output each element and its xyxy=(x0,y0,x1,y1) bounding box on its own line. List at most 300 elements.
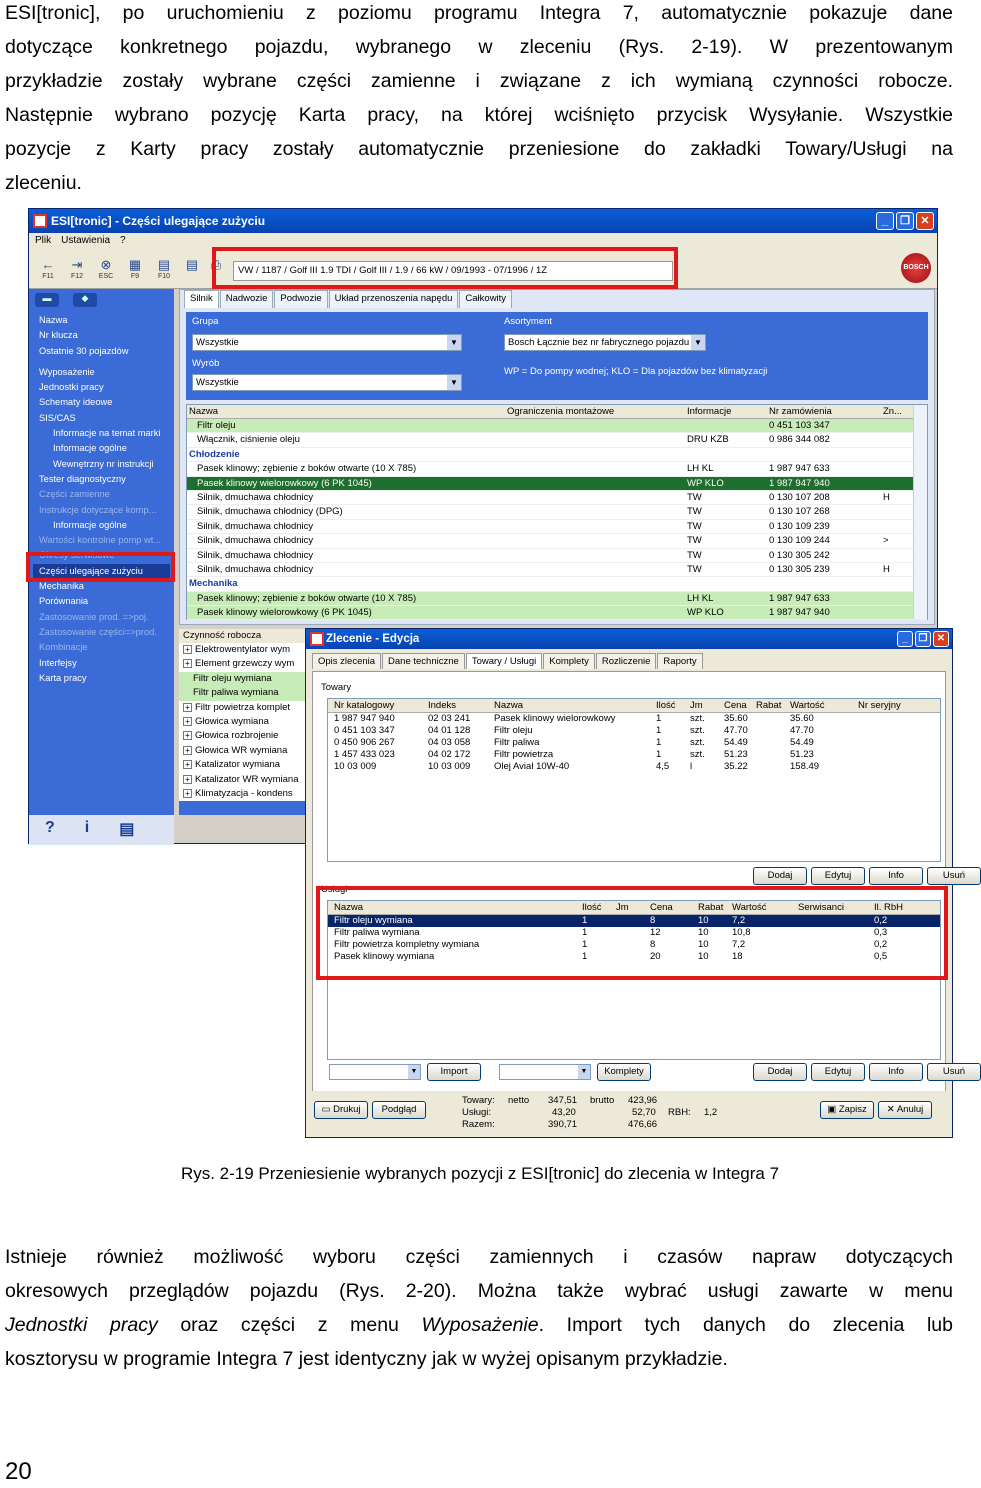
sidebar-list xyxy=(33,313,170,813)
table-row[interactable] xyxy=(328,725,940,737)
goods-gross: 423,96 xyxy=(628,1095,658,1106)
column-header[interactable]: Ograniczenia montażowe xyxy=(507,406,615,417)
table-cell: 0,5 xyxy=(874,951,888,962)
table-row[interactable] xyxy=(187,477,927,491)
labour-item[interactable] xyxy=(179,672,309,686)
text-line: ESI[tronic], po uruchomieniu z poziomu programu Integra 7, automatycznie pokazuje dane xyxy=(5,2,953,24)
labour-item[interactable] xyxy=(179,686,309,700)
toolbar-label: F12 xyxy=(70,273,84,280)
table-cell: 8 xyxy=(650,939,656,950)
order-panel xyxy=(312,671,966,1131)
text-line: zleceniu. xyxy=(5,172,82,194)
labour-label: Głowica rozbrojenie xyxy=(195,730,279,742)
emphasis: Wyposażenie xyxy=(421,1314,539,1336)
part-flag: H xyxy=(883,491,890,503)
table-cell: 54.49 xyxy=(724,737,748,748)
sidebar-item[interactable]: Informacje na temat marki xyxy=(53,428,161,439)
sidebar-item[interactable]: Nr klucza xyxy=(39,330,78,341)
column-header[interactable]: Nr zamówienia xyxy=(769,406,832,417)
table-cell: szt. xyxy=(690,737,705,748)
labour-label: Klimatyzacja - kondens xyxy=(195,787,293,799)
column-header[interactable]: Nr katalogowy xyxy=(334,700,395,711)
table-cell: 7,2 xyxy=(732,915,746,926)
calculator-icon[interactable]: ▤ xyxy=(119,821,135,838)
sidebar-item[interactable]: Jednostki pracy xyxy=(39,382,104,393)
expand-icon[interactable]: + xyxy=(183,731,192,740)
table-cell: 1 xyxy=(582,951,588,962)
part-name: Silnik, dmuchawa chłodnicy xyxy=(197,520,314,532)
sidebar-item[interactable]: Karta pracy xyxy=(39,672,87,683)
part-name: Włącznik, ciśnienie oleju xyxy=(197,434,300,446)
services-label: Usługi xyxy=(321,884,348,895)
part-name: Silnik, dmuchawa chłodnicy xyxy=(197,491,314,503)
expand-icon[interactable]: + xyxy=(183,645,192,654)
table-cell: 1 xyxy=(582,939,588,950)
close-icon[interactable]: ✕ xyxy=(933,631,949,647)
part-name: Silnik, dmuchawa chłodnicy xyxy=(197,535,314,547)
toolbar-label: ESC xyxy=(98,273,114,280)
tab[interactable]: Podwozie xyxy=(274,290,327,308)
sidebar-item[interactable]: Zastosowanie prod. =>poj. xyxy=(39,611,149,622)
chevron-down-icon: ▼ xyxy=(447,375,461,390)
table-row[interactable] xyxy=(328,749,940,761)
services-gross: 52,70 xyxy=(632,1107,656,1118)
table-cell: 10 xyxy=(698,951,709,962)
delete-button[interactable]: Usuń xyxy=(927,867,981,885)
sum-net: 390,71 xyxy=(548,1119,578,1130)
goods-label: Towary xyxy=(321,682,352,693)
table-row[interactable] xyxy=(187,520,927,534)
cancel-button[interactable]: ✕ Anuluj xyxy=(878,1101,932,1119)
totals-services-label: Usługi: xyxy=(462,1107,492,1118)
sidebar-item[interactable]: Mechanika xyxy=(39,581,84,592)
part-info: WP KLO xyxy=(687,477,724,489)
text-line: Istnieje również możliwość wyboru części zamiennych i czasów napraw dotyczących xyxy=(5,1246,953,1268)
column-header[interactable]: Rabat xyxy=(756,700,782,711)
toolbar-icon: ⊗ xyxy=(100,257,112,272)
column-header[interactable]: Serwisanci xyxy=(798,902,844,913)
group-label: Grupa xyxy=(192,316,219,327)
edit-button[interactable]: Edytuj xyxy=(811,1063,865,1081)
expand-icon[interactable]: + xyxy=(183,746,192,755)
sidebar-item[interactable]: Instrukcje dotyczące komp... xyxy=(39,504,157,515)
labour-item[interactable] xyxy=(179,744,309,758)
table-cell: 04 02 172 xyxy=(428,749,471,760)
expand-icon[interactable]: + xyxy=(183,789,192,798)
part-name: Pasek klinowy wielorowkowy (6 PK 1045) xyxy=(197,477,372,489)
table-row[interactable] xyxy=(187,577,927,591)
table-row[interactable] xyxy=(187,592,927,606)
expand-icon[interactable]: + xyxy=(183,703,192,712)
table-cell: 10 xyxy=(698,939,709,950)
table-cell: Pasek klinowy wymiana xyxy=(334,951,435,962)
print-button[interactable]: ▭ Drukuj xyxy=(314,1101,368,1119)
table-cell: 0 450 906 267 xyxy=(334,737,395,748)
labour-label: Głowica WR wymiana xyxy=(195,744,288,756)
parts-table xyxy=(186,404,928,620)
labour-item[interactable] xyxy=(179,729,309,743)
table-cell: 0,2 xyxy=(874,915,888,926)
column-header[interactable]: Jm xyxy=(616,902,629,913)
intro-paragraph xyxy=(5,0,953,200)
app-icon xyxy=(310,632,324,646)
emphasis: Jednostki pracy xyxy=(5,1314,158,1336)
sidebar-item[interactable]: Informacje ogólne xyxy=(53,443,127,454)
sidebar-item[interactable]: Ostatnie 30 pojazdów xyxy=(39,345,129,356)
part-info: WP KLO xyxy=(687,607,724,619)
text-line: przykładzie zostały wybrane części zamienne i związane z ich wymianą czynności robocze. xyxy=(5,70,953,92)
column-header[interactable]: Indeks xyxy=(428,700,456,711)
table-cell: 0,2 xyxy=(874,939,888,950)
rbh-value: 1,2 xyxy=(704,1107,718,1118)
vehicle-field: VW / 1187 / Golf III 1.9 TDI / Golf III / 1.9 / 66 kW / 09/1993 - 07/1996 / 1Z xyxy=(233,261,673,281)
part-name: Silnik, dmuchawa chłodnicy xyxy=(197,563,314,575)
sidebar-item[interactable]: Nazwa xyxy=(39,315,68,325)
close-icon[interactable]: ✕ xyxy=(916,212,934,230)
expand-icon[interactable]: + xyxy=(183,775,192,784)
column-header[interactable]: Informacje xyxy=(687,406,732,417)
table-cell: 1 xyxy=(656,737,662,748)
part-flag: > xyxy=(883,535,889,547)
table-row[interactable] xyxy=(187,534,927,548)
column-header[interactable]: Nazwa xyxy=(494,700,524,711)
table-cell: 12 xyxy=(650,927,661,938)
assortment-select[interactable]: Bosch Łącznie bez nr fabrycznego pojazdu ▼ xyxy=(504,334,706,351)
rbh-label: RBH: xyxy=(668,1107,691,1118)
tab[interactable]: Komplety xyxy=(543,653,595,669)
tab[interactable]: Rozliczenie xyxy=(596,653,657,669)
part-flag: H xyxy=(883,563,890,575)
table-cell: szt. xyxy=(690,725,705,736)
order-title: Zlecenie - Edycja xyxy=(326,633,420,645)
toolbar-label: F9 xyxy=(130,273,140,280)
sidebar-item[interactable]: Interfejsy xyxy=(39,657,77,668)
toolbar-button[interactable] xyxy=(66,257,88,283)
labour-item[interactable] xyxy=(179,715,309,729)
table-cell: 10 xyxy=(698,915,709,926)
delete-button[interactable]: Usuń xyxy=(927,1063,981,1081)
chevron-down-icon: ▼ xyxy=(447,335,461,350)
table-row[interactable] xyxy=(187,563,927,577)
part-order-number: 0 130 107 208 xyxy=(769,491,830,503)
info-button[interactable]: Info xyxy=(869,1063,923,1081)
expand-icon[interactable]: + xyxy=(183,760,192,769)
table-cell: Filtr oleju xyxy=(494,725,533,736)
printer-icon: ▭ xyxy=(321,1104,334,1115)
part-order-number: 0 130 305 239 xyxy=(769,563,830,575)
goods-net: 347,51 xyxy=(548,1095,578,1106)
page-number: 20 xyxy=(5,1458,32,1485)
toolbar-label: F11 xyxy=(42,273,54,280)
part-order-number: 0 130 305 242 xyxy=(769,549,830,561)
toolbar-icon: ▤ xyxy=(157,257,171,272)
table-cell: 158.49 xyxy=(790,761,820,772)
table-cell: l xyxy=(690,761,693,772)
column-header[interactable]: Il. RbH xyxy=(874,902,904,913)
order-window xyxy=(305,628,966,1138)
main-panel xyxy=(179,289,935,625)
table-cell: 47.70 xyxy=(790,725,814,736)
esi-titlebar xyxy=(29,209,937,233)
column-header[interactable]: Wartość xyxy=(790,700,825,711)
text-line: okresowych przeglądów pojazdu (Rys. 2-20). Można także wybrać usługi zawarte w menu xyxy=(5,1280,953,1302)
order-footer xyxy=(312,1091,946,1131)
column-header[interactable]: Rabat xyxy=(698,902,724,913)
save-button[interactable]: ▣ Zapisz xyxy=(820,1101,874,1119)
sidebar-item[interactable]: Części ulegające zużyciu xyxy=(33,564,170,579)
table-cell: 1 457 433 023 xyxy=(334,749,395,760)
order-titlebar xyxy=(306,629,952,649)
help-icon[interactable]: ? xyxy=(45,819,55,836)
column-header[interactable]: Nazwa xyxy=(189,406,219,417)
maximize-icon[interactable]: ❐ xyxy=(915,631,931,647)
toolbar-icon: ⇥ xyxy=(71,257,83,272)
column-header[interactable]: Zn... xyxy=(883,406,903,417)
sidebar-item[interactable]: Części zamienne xyxy=(39,489,110,500)
add-button[interactable]: Dodaj xyxy=(753,1063,807,1081)
sidebar-item[interactable]: Wyposażenie xyxy=(39,366,95,377)
edit-button[interactable]: Edytuj xyxy=(811,867,865,885)
toolbar-button[interactable] xyxy=(153,257,175,283)
table-row[interactable] xyxy=(187,505,927,519)
table-row[interactable] xyxy=(328,915,940,927)
column-header[interactable]: Nr seryjny xyxy=(858,700,901,711)
table-cell: Olej Avial 10W-40 xyxy=(494,761,570,772)
group-select[interactable]: Wszystkie ▼ xyxy=(192,334,462,351)
part-name: Filtr oleju xyxy=(197,420,236,431)
column-header[interactable]: Ilość xyxy=(582,902,602,913)
sidebar xyxy=(29,289,174,845)
sidebar-item[interactable]: Wewnętrzny nr instrukcji xyxy=(53,458,154,469)
part-order-number: 0 130 109 244 xyxy=(769,535,830,547)
import-button[interactable]: Import xyxy=(427,1063,481,1081)
part-info: TW xyxy=(687,491,702,503)
table-cell: 1 xyxy=(582,927,588,938)
toolbar-label: F10 xyxy=(157,273,171,280)
part-order-number: 1 987 947 940 xyxy=(769,607,830,619)
close-icon: ✕ xyxy=(886,1104,897,1115)
table-cell: szt. xyxy=(690,749,705,760)
part-name: Pasek klinowy; zębienie z boków otwarte (10 X 785) xyxy=(197,592,417,604)
part-order-number: 1 987 947 940 xyxy=(769,477,830,489)
part-order-number: 1 987 947 633 xyxy=(769,463,830,475)
menu-bar xyxy=(29,233,937,249)
table-cell: 1 xyxy=(656,725,662,736)
part-info: TW xyxy=(687,506,702,518)
sidebar-item[interactable]: Tester diagnostyczny xyxy=(39,473,126,484)
product-select[interactable]: Wszystkie ▼ xyxy=(192,374,462,391)
table-cell: 54.49 xyxy=(790,737,814,748)
chevron-down-icon: ▼ xyxy=(691,335,705,350)
part-name: Pasek klinowy wielorowkowy (6 PK 1045) xyxy=(197,607,372,619)
sidebar-item[interactable]: Porównania xyxy=(39,596,89,607)
figure-caption: Rys. 2-19 Przeniesienie wybranych pozycji z ESI[tronic] do zlecenia w Integra 7 xyxy=(180,1164,780,1183)
toolbar-button[interactable] xyxy=(95,257,117,283)
column-header[interactable]: Wartość xyxy=(732,902,767,913)
tab[interactable]: Układ przenoszenia napędu xyxy=(329,290,459,308)
tab[interactable]: Całkowity xyxy=(459,290,512,308)
document-icon[interactable] xyxy=(181,257,203,283)
sum-gross: 476,66 xyxy=(628,1119,658,1130)
services-table xyxy=(327,900,941,1060)
sidebar-item[interactable]: Informacje ogólne xyxy=(53,519,127,530)
tab[interactable]: Towary / Usługi xyxy=(466,653,542,669)
table-cell: 10 xyxy=(698,927,709,938)
gross-label: brutto xyxy=(590,1095,615,1106)
table-row[interactable] xyxy=(328,951,940,963)
toolbar-button[interactable] xyxy=(124,257,146,283)
minimize-icon[interactable]: _ xyxy=(897,631,913,647)
part-info: TW xyxy=(687,520,702,532)
goods-table xyxy=(327,698,941,862)
assortment-label: Asortyment xyxy=(504,316,553,327)
table-cell: 47.70 xyxy=(724,725,748,736)
labour-label: Filtr paliwa wymiana xyxy=(193,687,279,699)
labour-label: Element grzewczy wym xyxy=(195,658,295,670)
table-cell: Pasek klinowy wielorowkowy xyxy=(494,713,616,724)
labour-header: Czynność robocza xyxy=(179,629,309,643)
engine-icon[interactable]: ◆ xyxy=(73,293,97,307)
body-paragraph xyxy=(5,1240,953,1376)
info-button[interactable]: Info xyxy=(869,867,923,885)
sidebar-item[interactable]: SIS/CAS xyxy=(39,412,76,423)
totals-sum-label: Razem: xyxy=(462,1119,495,1130)
labour-item[interactable] xyxy=(179,773,309,787)
table-cell: Filtr paliwa xyxy=(494,737,540,748)
table-row[interactable] xyxy=(328,761,940,773)
net-label: netto xyxy=(508,1095,530,1106)
table-cell: Filtr powietrza kompletny wymiana xyxy=(334,939,480,950)
car-icon[interactable]: ▬ xyxy=(35,293,59,307)
text-line: kosztorysu w programie Integra 7 jest identyczny jak w wyżej opisanym przykładzie. xyxy=(5,1348,728,1370)
sidebar-item[interactable]: Okresy serwisowe xyxy=(39,550,115,561)
komplety-select[interactable] xyxy=(499,1064,591,1080)
toolbar-icon: ← xyxy=(41,257,55,272)
add-button[interactable]: Dodaj xyxy=(753,867,807,885)
table-row[interactable] xyxy=(328,713,940,725)
table-row[interactable] xyxy=(187,462,927,476)
menu-item[interactable]: Ustawienia xyxy=(61,235,111,246)
expand-icon[interactable]: + xyxy=(183,717,192,726)
labour-label: Elektrowentylator wym xyxy=(195,644,291,655)
table-cell: 35.60 xyxy=(724,713,748,724)
services-net: 43,20 xyxy=(552,1107,576,1118)
text-line: Następnie wybrano pozycję Karta pracy, na której wciśnięto przycisk Wysyłanie. Wszystkie xyxy=(5,104,953,126)
table-row[interactable] xyxy=(328,939,940,951)
maximize-icon[interactable]: ❐ xyxy=(896,212,914,230)
services-filter-select[interactable] xyxy=(329,1064,421,1080)
part-name: Chłodzenie xyxy=(189,448,240,460)
table-row[interactable] xyxy=(187,419,927,433)
table-row[interactable] xyxy=(187,549,927,563)
part-info: LH KL xyxy=(687,463,714,475)
column-header[interactable]: Cena xyxy=(650,902,673,913)
sidebar-item[interactable]: Zastosowanie części=>prod. xyxy=(39,626,157,637)
table-cell: 10,8 xyxy=(732,927,751,938)
minimize-icon[interactable]: _ xyxy=(876,212,894,230)
tab[interactable]: Opis zlecenia xyxy=(312,653,381,669)
table-cell: 0,3 xyxy=(874,927,888,938)
table-cell: Filtr oleju wymiana xyxy=(334,915,413,926)
komplety-button[interactable]: Komplety xyxy=(597,1063,651,1081)
table-row[interactable] xyxy=(187,448,927,462)
part-order-number: 0 986 344 082 xyxy=(769,434,830,446)
info-icon[interactable]: i xyxy=(84,819,90,836)
table-row[interactable] xyxy=(187,433,927,447)
printer-icon: ⎙ xyxy=(210,257,222,272)
document-icon: ▤ xyxy=(185,257,199,272)
table-cell: 51.23 xyxy=(724,749,748,760)
labour-label: Filtr oleju wymiana xyxy=(193,672,272,684)
column-header[interactable]: Ilość xyxy=(656,700,676,711)
sidebar-item[interactable]: Wartości kontrolne pomp wt... xyxy=(39,535,162,546)
bosch-logo: BOSCH xyxy=(901,253,931,283)
labour-label: Katalizator wymiana xyxy=(195,759,281,771)
table-cell: 7,2 xyxy=(732,939,746,950)
table-row[interactable] xyxy=(187,491,927,505)
menu-item[interactable]: Plik xyxy=(35,235,52,246)
labour-item[interactable] xyxy=(179,701,309,715)
tab[interactable]: Dane techniczne xyxy=(382,653,465,669)
table-row[interactable] xyxy=(187,606,927,620)
labour-label: Filtr powietrza komplet xyxy=(195,701,291,713)
menu-item[interactable]: ? xyxy=(120,235,126,246)
table-cell: 35.22 xyxy=(724,761,748,772)
product-label: Wyrób xyxy=(192,358,220,369)
labour-item[interactable] xyxy=(179,758,309,772)
table-cell: 18 xyxy=(732,951,743,962)
column-header[interactable]: Jm xyxy=(690,700,703,711)
preview-button[interactable]: Podgląd xyxy=(372,1101,426,1119)
table-row[interactable] xyxy=(328,737,940,749)
labour-panel xyxy=(179,629,309,815)
table-cell: 10 03 009 xyxy=(334,761,377,772)
part-info: DRU KZB xyxy=(687,434,729,446)
sidebar-item[interactable]: Schematy ideowe xyxy=(39,397,113,408)
labour-item[interactable] xyxy=(179,657,309,671)
table-cell: Filtr paliwa wymiana xyxy=(334,927,420,938)
tab[interactable]: Nadwozie xyxy=(220,290,274,308)
tab[interactable]: Raporty xyxy=(657,653,702,669)
labour-item[interactable] xyxy=(179,643,309,657)
part-info: TW xyxy=(687,549,702,561)
column-header[interactable]: Nazwa xyxy=(334,902,364,913)
column-header[interactable]: Cena xyxy=(724,700,747,711)
table-cell: 51.23 xyxy=(790,749,814,760)
part-name: Silnik, dmuchawa chłodnicy (DPG) xyxy=(197,506,343,518)
scrollbar[interactable] xyxy=(913,405,927,619)
part-info: TW xyxy=(687,535,702,547)
expand-icon[interactable]: + xyxy=(183,659,192,668)
table-cell: 1 xyxy=(656,713,662,724)
table-cell: 4,5 xyxy=(656,761,670,772)
toolbar xyxy=(29,249,937,289)
table-row[interactable] xyxy=(328,927,940,939)
table-cell: 20 xyxy=(650,951,661,962)
sidebar-item[interactable]: Kombinacje xyxy=(39,642,88,653)
table-cell: 35.60 xyxy=(790,713,814,724)
part-info: LH KL xyxy=(687,592,714,604)
part-order-number: 0 130 107 268 xyxy=(769,506,830,518)
toolbar-button[interactable] xyxy=(37,257,59,283)
printer-icon[interactable] xyxy=(205,257,227,283)
table-cell: 1 987 947 940 xyxy=(334,713,395,724)
labour-item[interactable] xyxy=(179,787,309,801)
text-line: Jednostki pracy oraz części z menu Wyposażenie. Import tych danych do zlecenia lub xyxy=(5,1314,953,1336)
esi-title: ESI[tronic] - Części ulegające zużyciu xyxy=(51,214,266,228)
tab[interactable]: Silnik xyxy=(184,290,219,308)
text-line: pozycje z Karty pracy zostały automatycznie przeniesione do zakładki Towary/Usługi na xyxy=(5,138,953,160)
